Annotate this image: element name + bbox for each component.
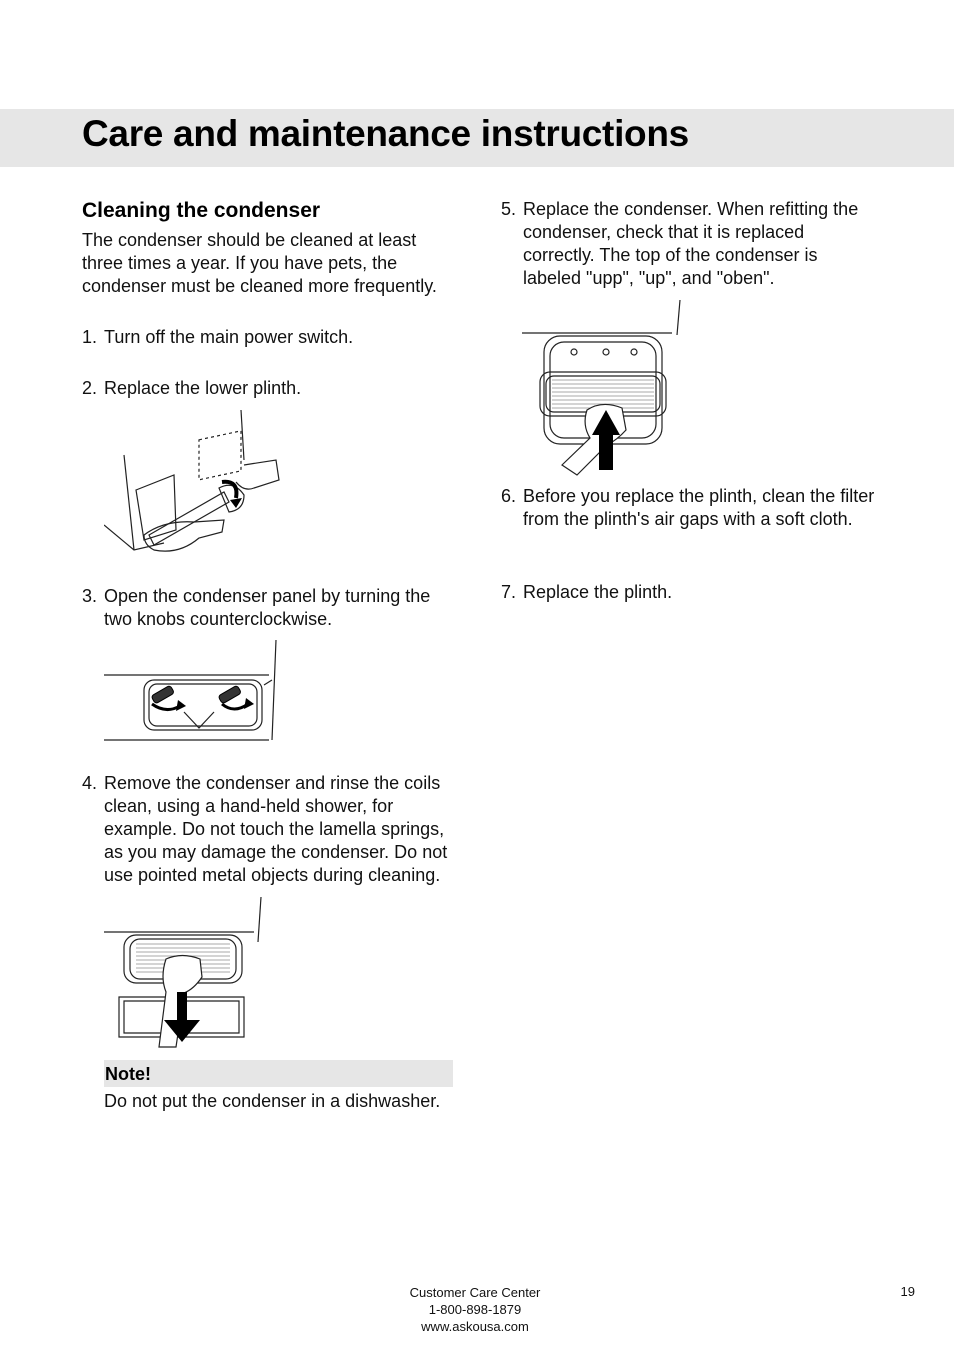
title-bar: [0, 109, 954, 167]
step-number: 4.: [82, 773, 98, 793]
step-text: Before you replace the plinth, clean the filter from the plinth's air gaps with a soft cloth.: [523, 486, 875, 529]
step-text: Replace the condenser. When refitting the condenser, check that it is replaced correctly. The top of the condenser is labeled "upp", "up", and "oben".: [523, 199, 859, 288]
step-number: 2.: [82, 378, 98, 398]
page-title: Care and maintenance instructions: [82, 113, 689, 154]
step-number: 1.: [82, 327, 98, 347]
intro-paragraph: The condenser should be cleaned at least three times a year. If you have pets, the condenser must be cleaned more frequently.: [82, 230, 437, 296]
section-heading: Cleaning the condenser: [82, 199, 321, 222]
footer-line-1: Customer Care Center: [409, 1285, 541, 1300]
footer-phone: 1-800-898-1879: [428, 1302, 522, 1317]
footer-website: www.askousa.com: [421, 1319, 529, 1334]
step-text: Replace the lower plinth.: [104, 378, 302, 398]
condenser-removal-illustration: [104, 897, 264, 1052]
step-number: 6.: [501, 486, 517, 506]
footer-contact: [380, 1284, 570, 1335]
page-number: 19: [900, 1284, 915, 1299]
condenser-refit-illustration: [522, 300, 687, 480]
step-text: Open the condenser panel by turning the two knobs counterclockwise.: [104, 586, 431, 629]
note-text: Do not put the condenser in a dishwasher.: [104, 1091, 441, 1111]
note-box: [104, 1060, 453, 1087]
step-text: Remove the condenser and rinse the coils clean, using a hand-held shower, for example. Do not touch the lamella springs, as you may damage the condenser. Do not use pointed metal objects during cleaning.: [104, 773, 448, 885]
step-text: Turn off the main power switch.: [104, 327, 354, 347]
plinth-replacement-illustration: [104, 410, 284, 560]
note-label: Note!: [105, 1064, 151, 1084]
step-number: 5.: [501, 199, 517, 219]
step-text: Replace the plinth.: [523, 582, 673, 602]
condenser-knobs-illustration: [104, 640, 282, 745]
step-number: 3.: [82, 586, 98, 606]
step-number: 7.: [501, 582, 517, 602]
